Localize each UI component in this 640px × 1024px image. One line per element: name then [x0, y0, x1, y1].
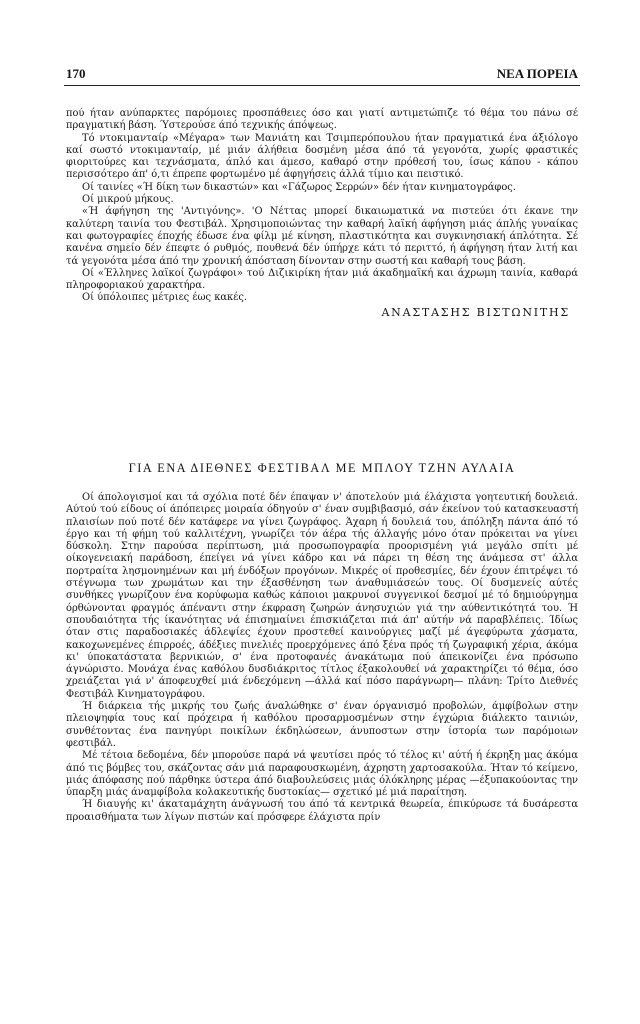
paragraph: Οί ταινίες «Ή δίκη των δικαστών» και «Γάζωρος Σερρών» δέν ήταν κινηματογράφος. [82, 181, 516, 193]
paragraph: Οί άπολογισμοί και τά σχόλια ποτέ δέν έπαψαν ν' άποτελούν μιά έλάχιστα γοητευτική δουλειά. Αύτού τού είδους οί άπόπειρες μοιραία όδηγούν σ' έναν συμβιβασμό, σάν έκείνον τού κατασκευαστή πλαισίων πού ποτέ δέν κατάφερε να γίνει ζωγράφος. Άχαρη ή δουλειά του, άπόληξη πάντα άπό τό έργο και τή φήμη τού καλλιτέχνη, γνωρίζει τόν άέρα τής άλλαγής μόνο όταν πρόκειται να γίνει δύσκολη. Στην παρούσα περίπτωση, μιά προσωπογραφία προορισμένη γιά μεγάλο σπίτι μέ οίκογενειακή παράδοση, έπείγει νά γίνει κάδρο και νά πάρει τη θέση της άνάμεσα στ' άλλα πορτραίτα λησμονημένων και μή ένδόξων προγόνων. Μικρές οί προθεσμίες, δέν έχουν έπιτρέψει τό στέγνωμα των χρωμάτων και την έξασθένηση των άναθυμιάσεών τους. Οί δυσμενείς αύτές συνθήκες γνωρίζουν ένα κορύφωμα καθώς κάποιοι μακρυνοί συγγενικοί δεσμοί μέ τό δημιούργημα όρθώνονται φραγμός άπέναντι στην έκφραση ζωηρών άνησυχιών γιά την αύθεντικότητά του. Ή σπουδαιότητα τής ίκανότητας νά έπισημαίνει έπισκιάζεται πιά άπ' αύτήν νά παραβλέπεις. Ίδίως όταν στις παραδοσιακές άδλεψίες έχουν προστεθεί καινούργιες μαζί μέ άγεφύρωτα χάσματα, κακοχωνεμένες έπιρροές, άδέξιες πινελιές προερχόμενες άπό ξένα πρός τή ζωγραφική χέρια, άκόμα κι' ύποκατάστατα βερνικιών, σ' ένα προτοφανές άνακάτωμα πού άπεικονίζει ένα πρόσωπο άγνώριστο. Μονάχα ένας καθόλου δυσδιάκριτος τίτλος έξακολουθεί νά χαρακτηρίζει τό θέμα, όσο χρειάζεται γιά ν' άποφευχθεί μιά ένδεχόμενη —άλλά καί πόσο παράγνωρη— πλάνη: Τρίτο Διεθνές Φεστιβάλ Κινηματογράφου. [66, 492, 578, 700]
paragraph: Οί μικρού μήκους. [82, 194, 174, 206]
paragraph: Οί ύπόλοιπες μέτριες έως κακές. [82, 292, 247, 304]
paragraph: Οί «Έλληνες λαϊκοί ζωγράφοι» τού Διζικιρίκη ήταν μιά άκαδημαϊκή και άχρωμη ταινία, καθαρά πληροφοριακού χαρακτήρα. [66, 267, 578, 292]
paragraph: Ή διαυγής κι' άκαταμάχητη άνάγνωσή του άπό τά κεντρικά θεωρεία, έπικύρωσε τά δυσάρεστα προαισθήματα των λίγων πιστών καί πρόσφερε έλάχιστα πρίν [66, 799, 578, 823]
paragraph: Ή διάρκεια τής μικρής του ζωής άναλώθηκε σ' έναν όργανισμό προβολών, άμφίβολων στην πλειοψηφία τους καί πρόχειρα ή καθόλου προσαρμοσμένων στην έγχώρια διάλεκτο ταινιών, συνθέτοντας ένα πανηγύρι ποικίλων έκδηλώσεων, άνυποστων στην ίστορία των παρόμοιων φεστιβάλ. [66, 701, 578, 749]
paragraph: Τό ντοκιμανταίρ «Μέγαρα» των Μανιάτη και Τσιμπερόπουλου ήταν πραγματικά ένα άξιόλογο καί σωστό ντοκιμανταίρ, μέ μιάν άλήθεια δοσμένη μέσα άπό τά γεγονότα, χωρίς φραστικές φιοριτούρες και τεχνάσματα, άπλό και άμεσο, καθαρό στην πρόθεσή του, ίσως κάπου - κάπου περισσότερο άπ' ό,τι έπρεπε φορτωμένο μέ άφηγήσεις άλλά τίμιο και πειστικό. [66, 132, 578, 181]
paragraph: Μέ τέτοια δεδομένα, δέν μπορούσε παρά νά ψευτίσει πρός τό τέλος κι' αύτή ή έκρηξη μας άκόμα άπό τις βόμβες του, σκάζοντας σάν μιά παραφουσκωμένη, άχρηστη χαρτοσακούλα. Ήταν τό κείμενο, μιάς άπόφασης πού πάρθηκε ύστερα άπό διαβουλεύσεις μιάς όλόκληρης μέρας —έξυπακούοντας την ύπαρξη μιάς άναμφίβολα κολακευτικής δυστοκίας— σχετικό μέ μιά παραίτηση. [66, 750, 578, 799]
author-signature: ΑΝΑΣΤΑΣΗΣ ΒΙΣΤΩΝΙΤΗΣ [381, 305, 570, 319]
running-header [66, 66, 578, 82]
header-rule [64, 85, 580, 86]
article-body [66, 492, 578, 824]
paragraph: «Ή άφήγηση της 'Αντιγόνης». 'Ο Νέττας μπορεί δικαιωματικά να πιστεύει ότι έκανε την καλύτερη ταινία του Φεστιβάλ. Χρησιμοποιώντας την καθαρή λαϊκή άφήγηση μιάς άπλής γυναίκας και φωτογραφίες έποχής έδωσε ένα φίλμ μέ κίνηση, πλαστικότητα και συγκινησιακή άπλότητα. Σέ κανένα σημείο δέν έπεφτε ό ρυθμός, πουθενά δέν ύπήρχε κάτι τό περιττό, ή άφήγηση ήταν λιτή και τά γεγονότα μέσα άπό την χρονική άπόσταση δίνονταν στην σωστή και καθαρή τους βάση. [66, 206, 578, 267]
article-title: ΓΙΑ ΕΝΑ ΔΙΕΘΝΕΣ ΦΕΣΤΙΒΑΛ ΜΕ ΜΠΛΟΥ ΤΖΗΝ ΑΥΛΑΙΑ [128, 461, 516, 475]
review-continuation [66, 108, 578, 319]
page-number: 170 [66, 66, 86, 81]
journal-title: ΝΕΑ ΠΟΡΕΙΑ [496, 66, 578, 81]
paragraph: πού ήταν ανύπαρκτες παρόμοιες προσπάθειες όσο και γιατί αντιμετώπιζε τό θέμα του πάνω σέ πραγματική βάση. Ύστερούσε άπό τεχνικής άπόψεως. [66, 108, 578, 132]
